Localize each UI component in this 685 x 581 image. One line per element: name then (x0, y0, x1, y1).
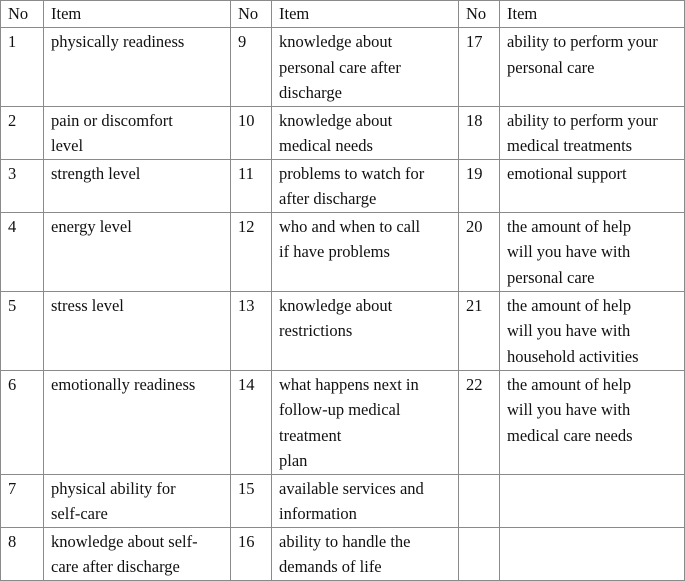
item-text: the amount of help will you have with personal care (500, 212, 685, 291)
item-number: 10 (231, 106, 272, 159)
item-text: knowledge about medical needs (272, 106, 459, 159)
item-number: 1 (1, 28, 44, 107)
item-text: the amount of help will you have with household activities (500, 291, 685, 370)
header-no-1: No (1, 1, 44, 28)
item-text: knowledge about personal care after discharge (272, 28, 459, 107)
item-text: available services and information (272, 474, 459, 527)
header-no-2: No (231, 1, 272, 28)
table-row (1, 474, 685, 527)
item-number: 15 (231, 474, 272, 527)
item-number: 5 (1, 291, 44, 370)
item-text: pain or discomfort level (44, 106, 231, 159)
table-row (1, 527, 685, 580)
item-text: physically readiness (44, 28, 231, 107)
item-number: 8 (1, 527, 44, 580)
item-number: 14 (231, 370, 272, 474)
table-row (1, 370, 685, 474)
item-number: 7 (1, 474, 44, 527)
item-text: ability to perform your personal care (500, 28, 685, 107)
table-row (1, 159, 685, 212)
item-text: knowledge about self- care after discharge (44, 527, 231, 580)
item-number: 9 (231, 28, 272, 107)
empty-cell (500, 527, 685, 580)
table-row (1, 106, 685, 159)
item-text: knowledge about restrictions (272, 291, 459, 370)
empty-cell (459, 474, 500, 527)
item-text: the amount of help will you have with medical care needs (500, 370, 685, 474)
empty-cell (459, 527, 500, 580)
table-row (1, 28, 685, 107)
item-number: 19 (459, 159, 500, 212)
item-text: emotionally readiness (44, 370, 231, 474)
item-text: stress level (44, 291, 231, 370)
item-text: ability to perform your medical treatments (500, 106, 685, 159)
header-item-3: Item (500, 1, 685, 28)
item-text: who and when to call if have problems (272, 212, 459, 291)
table-row (1, 291, 685, 370)
item-number: 22 (459, 370, 500, 474)
item-number: 13 (231, 291, 272, 370)
item-text: ability to handle the demands of life (272, 527, 459, 580)
item-number: 20 (459, 212, 500, 291)
item-number: 16 (231, 527, 272, 580)
item-number: 21 (459, 291, 500, 370)
header-no-3: No (459, 1, 500, 28)
item-number: 6 (1, 370, 44, 474)
item-text: problems to watch for after discharge (272, 159, 459, 212)
item-number: 3 (1, 159, 44, 212)
table-row (1, 212, 685, 291)
item-text: physical ability for self-care (44, 474, 231, 527)
item-number: 11 (231, 159, 272, 212)
item-text: what happens next in follow-up medical treatment plan (272, 370, 459, 474)
item-text: strength level (44, 159, 231, 212)
table-header-row (1, 1, 685, 28)
item-number: 17 (459, 28, 500, 107)
item-number: 4 (1, 212, 44, 291)
header-item-2: Item (272, 1, 459, 28)
item-number: 18 (459, 106, 500, 159)
header-item-1: Item (44, 1, 231, 28)
empty-cell (500, 474, 685, 527)
item-text: emotional support (500, 159, 685, 212)
item-text: energy level (44, 212, 231, 291)
item-number: 12 (231, 212, 272, 291)
item-number: 2 (1, 106, 44, 159)
